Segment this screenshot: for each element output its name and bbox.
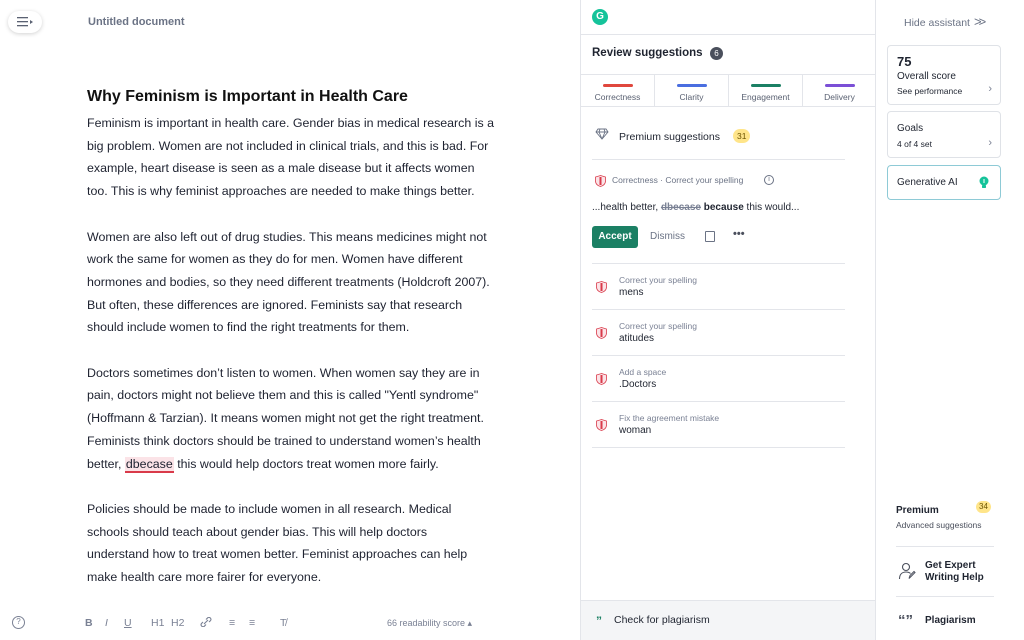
suggestion-item[interactable]	[592, 310, 845, 356]
text-line: too. This is why feminist approaches are needed to make things better.	[87, 184, 475, 199]
premium-count-badge: 34	[976, 501, 991, 513]
suggestion-word: atitudes	[619, 333, 655, 344]
premium-suggestions-label: Premium suggestions	[619, 131, 720, 143]
readability-score[interactable]: 66 readability score ▴	[387, 618, 473, 628]
paragraph-4	[87, 498, 527, 589]
check-plagiarism-label: Check for plagiarism	[614, 614, 710, 626]
underline-button[interactable]: U	[124, 617, 132, 629]
premium-suggestions-row[interactable]	[592, 124, 845, 160]
format-toolbar	[0, 606, 580, 640]
quote-icon: ”	[596, 614, 602, 628]
suggestion-category: Correct your spelling	[619, 275, 697, 285]
right-rail	[875, 0, 1024, 640]
tab-bar	[603, 84, 633, 87]
dismiss-button[interactable]: Dismiss	[650, 231, 685, 242]
suggestion-category: Add a space	[619, 367, 667, 377]
overall-score-value: 75	[897, 54, 912, 69]
premium-count-badge: 31	[733, 129, 750, 143]
tab-bar	[677, 84, 707, 87]
text-line: But often, these differences are ignored. Feminists say that research	[87, 297, 463, 312]
h1-button[interactable]: H1	[151, 617, 165, 629]
text-line: schools should teach about gender bias. This will help doctors	[87, 524, 428, 539]
document-title[interactable]: Untitled document	[88, 16, 185, 28]
tab-correctness[interactable]	[581, 75, 655, 106]
chevron-right-icon: ›	[988, 137, 992, 149]
premium-upsell[interactable]	[896, 502, 994, 547]
text-line: (Hoffmann & Tarzian). It means women might not get the right treatment.	[87, 411, 484, 426]
tab-bar	[825, 84, 855, 87]
suggestion-word: .Doctors	[619, 379, 657, 390]
ordered-list-icon[interactable]: ≡	[229, 617, 236, 629]
bullet-list-icon[interactable]: ≡	[249, 617, 256, 629]
tab-bar	[751, 84, 781, 87]
document-body[interactable]	[87, 86, 527, 611]
tab-clarity[interactable]	[655, 75, 729, 106]
text-line: hormones and bodies, so they need different treatments (Holdcroft 2007).	[87, 274, 490, 289]
active-suggestion-card[interactable]	[592, 168, 845, 264]
review-title: Review suggestions	[592, 47, 703, 59]
text-line: Policies should be made to include women in all research. Medical	[87, 501, 452, 516]
snippet-correction: because	[700, 202, 744, 213]
menu-button[interactable]	[8, 11, 42, 33]
text-line: big problem. Women are not included in clinical trials, and this is bad. For	[87, 138, 489, 153]
grammarly-logo: G	[592, 9, 608, 25]
text-line: example, heart disease is seen as a male disease but it affects women	[87, 161, 475, 176]
spelling-error-highlight[interactable]: dbecase	[125, 456, 173, 471]
tab-label: Correctness	[594, 92, 641, 102]
paragraph-1	[87, 112, 527, 203]
snippet-text: ...health better,	[592, 202, 661, 213]
expert-help-label: Get Expert Writing Help	[925, 560, 984, 583]
diamond-icon	[595, 128, 609, 140]
suggestion-word: woman	[619, 425, 652, 436]
text-fragment: better,	[87, 456, 125, 471]
category-tabs	[581, 74, 876, 107]
add-to-dictionary-icon[interactable]	[705, 231, 715, 242]
generative-ai-label: Generative AI	[897, 177, 958, 188]
hamburger-icon	[16, 17, 34, 27]
text-line: work the same for women as they do for men. Women have different	[87, 252, 463, 267]
suggestion-category: Fix the agreement mistake	[619, 413, 720, 423]
snippet-strikethrough: dbecase	[660, 202, 701, 213]
correctness-shield-icon	[595, 175, 606, 187]
quote-icon: “”	[898, 612, 913, 629]
help-icon[interactable]: ?	[12, 616, 25, 629]
goals-value: 4 of 4 set	[897, 139, 932, 149]
more-options-icon[interactable]: •••	[733, 228, 745, 240]
link-icon[interactable]	[200, 617, 212, 630]
paragraph-2	[87, 226, 527, 340]
goals-label: Goals	[897, 123, 924, 134]
assistant-panel	[580, 0, 875, 640]
correctness-shield-icon	[596, 281, 607, 293]
text-line: Women are also left out of drug studies. This means medicines might not	[87, 229, 487, 244]
italic-button[interactable]: I	[105, 617, 108, 629]
correctness-shield-icon	[596, 419, 607, 431]
tab-label: Delivery	[824, 92, 855, 102]
suggestion-item[interactable]	[592, 264, 845, 310]
premium-subtitle: Advanced suggestions	[896, 520, 982, 530]
text-fragment: this would help doctors treat women more fairly.	[173, 456, 439, 471]
expert-help-button[interactable]	[896, 555, 994, 597]
text-line: should include women to find the right treatments for them.	[87, 320, 410, 335]
suggestion-category: Correctness · Correct your spelling	[612, 175, 744, 185]
text-line: pain, doctors might not believe them and this is called "Yentl syndrome"	[87, 388, 479, 403]
text-line	[87, 453, 527, 476]
text-line: Feminists think doctors should be trained to understand women’s health	[87, 433, 481, 448]
chevron-right-icon: ›	[988, 83, 992, 95]
overall-score-card[interactable]	[887, 45, 1001, 105]
tab-label: Clarity	[679, 92, 704, 102]
accept-button[interactable]: Accept	[592, 226, 638, 248]
correctness-shield-icon	[596, 373, 607, 385]
tab-delivery[interactable]	[803, 75, 876, 106]
suggestion-item[interactable]	[592, 402, 845, 448]
suggestion-snippet	[592, 202, 799, 213]
document-heading: Why Feminism is Important in Health Care	[87, 88, 408, 105]
text-line: make health care more fairer for everyone.	[87, 570, 322, 585]
text-line: Feminism is important in health care. Gender bias in medical research is a	[87, 116, 494, 130]
see-performance-link[interactable]: See performance	[897, 86, 963, 96]
goals-card[interactable]	[887, 111, 1001, 158]
generative-ai-button[interactable]	[887, 165, 1001, 200]
info-icon[interactable]: i	[764, 175, 774, 185]
h2-button[interactable]: H2	[171, 617, 185, 629]
lightbulb-icon	[978, 176, 990, 189]
check-plagiarism-button[interactable]	[581, 600, 876, 640]
review-count-badge: 6	[710, 47, 723, 60]
premium-title: Premium	[896, 505, 939, 516]
snippet-text: this would...	[743, 202, 800, 213]
suggestion-item[interactable]	[592, 356, 845, 402]
hide-assistant-button[interactable]: Hide assistant	[904, 17, 970, 29]
tab-engagement[interactable]	[729, 75, 803, 106]
suggestion-category: Correct your spelling	[619, 321, 697, 331]
text-line: Doctors sometimes don’t listen to women. When women say they are in	[87, 365, 480, 380]
tab-label: Engagement	[741, 92, 790, 102]
text-line: understand how to treat women better. Feminist approaches can help	[87, 547, 468, 562]
clear-format-icon[interactable]: T̸	[280, 617, 287, 629]
bold-button[interactable]: B	[85, 617, 93, 629]
correctness-shield-icon	[596, 327, 607, 339]
paragraph-3	[87, 362, 527, 476]
suggestion-word: mens	[619, 287, 644, 298]
double-chevron-right-icon[interactable]: >>	[974, 14, 984, 29]
person-icon	[898, 562, 916, 580]
plagiarism-button[interactable]	[896, 612, 994, 632]
overall-score-label: Overall score	[897, 71, 956, 82]
plagiarism-label: Plagiarism	[925, 615, 976, 626]
divider	[581, 34, 876, 35]
